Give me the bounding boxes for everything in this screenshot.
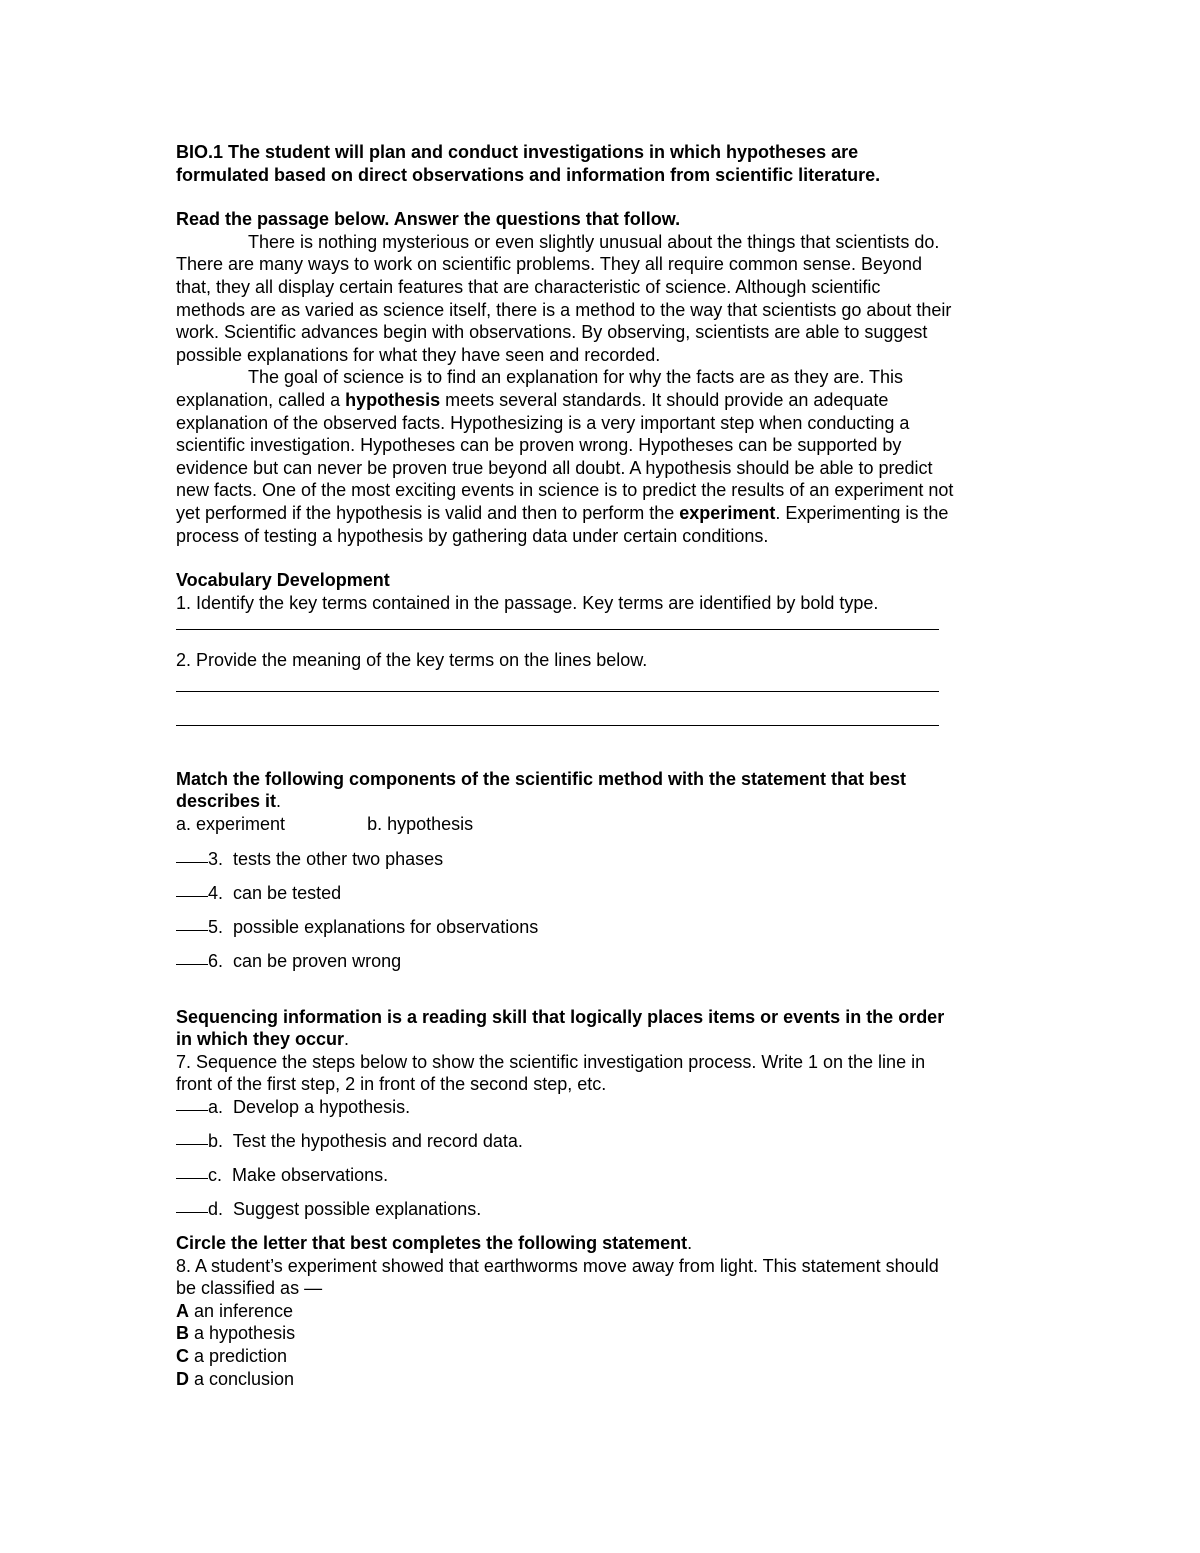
match-item-4: 4. can be tested [176,882,1036,916]
passage-p2-line-4: scientific investigation. Hypotheses can be proven wrong. Hypotheses can be supported by [176,435,902,456]
circle-heading: Circle the letter that best completes the following statement. [176,1233,693,1254]
match-item-3: 3. tests the other two phases [176,848,1036,882]
sequence-item-b: b. Test the hypothesis and record data. [176,1130,1036,1164]
passage-heading: Read the passage below. Answer the questions that follow. [176,209,681,230]
sequence-heading-line-2: in which they occur. [176,1029,350,1050]
question-7-line-1: 7. Sequence the steps below to show the scientific investigation process. Write 1 on the line in [176,1051,926,1072]
standard-line-2: formulated based on direct observations and information from scientific literature. [176,164,881,185]
passage-p1-line-6: possible explanations for what they have seen and recorded. [176,344,661,365]
passage-p2-line-8: process of testing a hypothesis by gathering data under certain conditions. [176,525,769,546]
match-item-6: 6. can be proven wrong [176,950,1036,984]
question-8-line-1: 8. A student’s experiment showed that earthworms move away from light. This statement should [176,1255,939,1276]
passage-p2-line-6: new facts. One of the most exciting events in science is to predict the results of an experiment not [176,480,954,501]
passage-p2-line-5: evidence but can never be proven true beyond all doubt. A hypothesis should be able to predict [176,457,933,478]
passage-p2-line-1: The goal of science is to find an explanation for why the facts are as they are. This [248,367,904,388]
match-item-5: 5. possible explanations for observations [176,916,1036,950]
answer-blank[interactable] [176,1110,208,1111]
choice-c[interactable]: C a prediction [176,1346,288,1366]
option-a: a. experiment [176,814,286,835]
question-1: 1. Identify the key terms contained in the passage. Key terms are identified by bold type. [176,592,879,613]
match-heading-line-2: describes it. [176,791,282,812]
passage-p1-line-5: work. Scientific advances begin with observations. By observing, scientists are able to suggest [176,322,928,343]
answer-blank[interactable] [176,862,208,863]
answer-blank[interactable] [176,964,208,965]
passage-p1-line-3: that, they all display certain features that are characteristic of science. Although scientific [176,276,881,297]
vocab-heading: Vocabulary Development [176,570,390,591]
worksheet-page [176,141,1036,1390]
match-heading-line-1: Match the following components of the scientific method with the statement that best [176,768,907,789]
question-2: 2. Provide the meaning of the key terms on the lines below. [176,650,648,671]
choice-b[interactable]: B a hypothesis [176,1323,296,1344]
sequence-item-d: d. Suggest possible explanations. [176,1198,1036,1232]
answer-blank[interactable] [176,930,208,931]
option-b: b. hypothesis [367,814,474,835]
question-8-line-2: be classified as — [176,1278,323,1299]
sequence-heading-line-1: Sequencing information is a reading skill that logically places items or events in the order [176,1006,945,1027]
answer-blank[interactable] [176,1212,208,1213]
passage-p1-line-2: There are many ways to work on scientific problems. They all require common sense. Beyond [176,254,922,275]
answer-blank[interactable] [176,896,208,897]
key-term-hypothesis: hypothesis [345,389,441,410]
choice-d[interactable]: D a conclusion [176,1368,295,1389]
passage-p1-line-1: There is nothing mysterious or even slightly unusual about the things that scientists do. [248,231,940,252]
answer-blank[interactable] [176,1178,208,1179]
sequence-item-c: c. Make observations. [176,1164,1036,1198]
standard-line-1: BIO.1 The student will plan and conduct investigations in which hypotheses are [176,142,859,162]
answer-blank[interactable] [176,1144,208,1145]
key-term-experiment: experiment [679,502,776,523]
passage-p2-line-2: explanation, called a hypothesis meets several standards. It should provide an adequate [176,389,889,410]
passage-p1-line-4: methods are as varied as science itself, there is a method to the way that scientists go about their [176,299,952,320]
sequence-item-a: a. Develop a hypothesis. [176,1096,1036,1130]
passage-p2-line-3: explanation of the observed facts. Hypothesizing is a very important step when conducting a [176,412,910,433]
question-7-line-2: front of the first step, 2 in front of the second step, etc. [176,1074,607,1095]
match-options [176,813,1036,836]
passage-p2-line-7: yet performed if the hypothesis is valid and then to perform the experiment. Experimenting is the [176,502,949,523]
choice-a[interactable]: A an inference [176,1300,294,1321]
